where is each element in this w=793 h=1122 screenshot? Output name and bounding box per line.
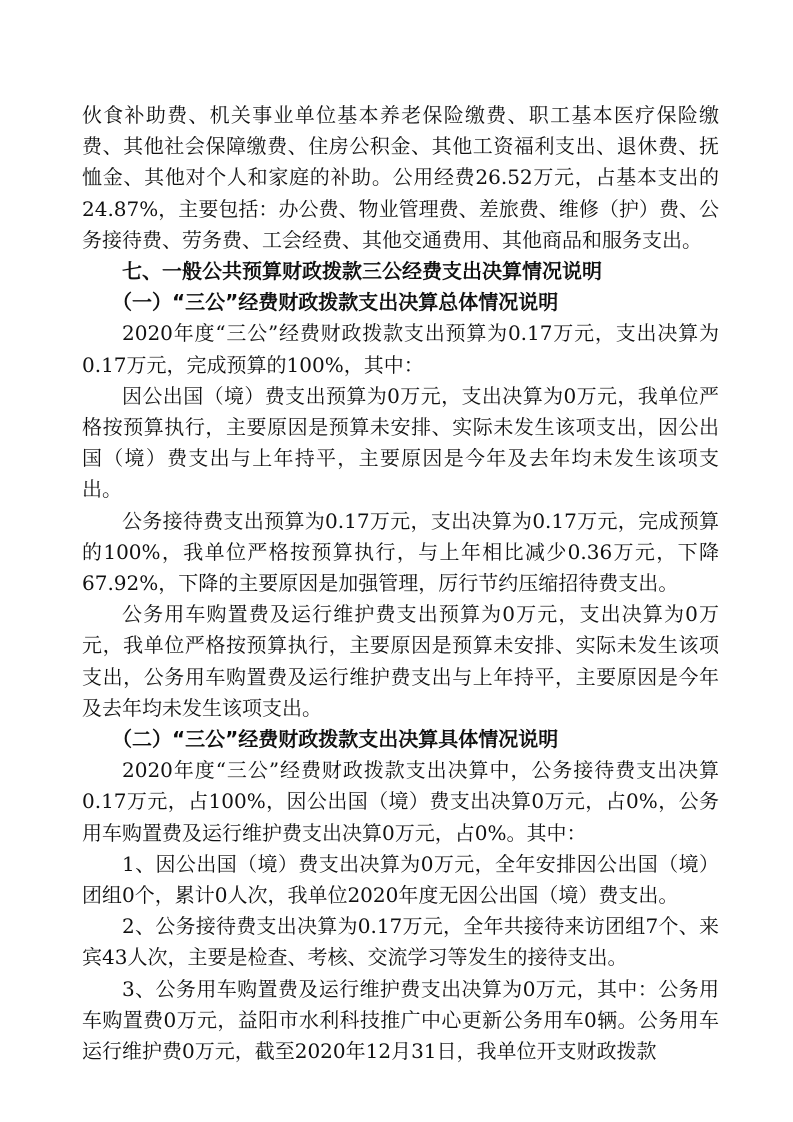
paragraph-specific-summary: 2020年度“三公”经费财政拨款支出决算中，公务接待费支出决算0.17万元，占100%，因公出国（境）费支出决算0万元，占0%，公务用车购置费及运行维护费支出决算0万元，占0%。其中： <box>82 758 719 845</box>
section-heading-seven: 七、一般公共预算财政拨款三公经费支出决算情况说明 <box>122 259 602 284</box>
subheading-specific: （二）“三公”经费财政拨款支出决算具体情况说明 <box>112 727 559 752</box>
paragraph-item-1-overseas: 1、因公出国（境）费支出决算为0万元，全年安排因公出国（境）团组0个，累计0人次，我单位2020年度无因公出国（境）费支出。 <box>82 851 719 908</box>
subheading-overall: （一）“三公”经费财政拨款支出决算总体情况说明 <box>112 290 559 315</box>
paragraph-overall-budget: 2020年度“三公”经费财政拨款支出预算为0.17万元，支出决算为0.17万元，完成预算的100%，其中： <box>82 321 719 377</box>
paragraph-overseas-travel: 因公出国（境）费支出预算为0万元，支出决算为0万元，我单位严格按预算执行，主要原因是预算未安排、实际未发生该项支出，因公出国（境）费支出与上年持平，主要原因是今年及去年均未发生该项支出。 <box>82 383 719 502</box>
paragraph-vehicle: 公务用车购置费及运行维护费支出预算为0万元，支出决算为0万元，我单位严格按预算执行，主要原因是预算未安排、实际未发生该项支出，公务用车购置费及运行维护费支出与上年持平，主要原因是今年及去年均未发生该项支出。 <box>82 602 719 720</box>
paragraph-staff-public-expenses: 伙食补助费、机关事业单位基本养老保险缴费、职工基本医疗保险缴费、其他社会保障缴费、住房公积金、其他工资福利支出、退休费、抚恤金、其他对个人和家庭的补助。公用经费26.52万元，占基本支出的24.87%，主要包括：办公费、物业管理费、差旅费、维修（护）费、公务接待费、劳务费、工会经费、其他交通费用、其他商品和服务支出。 <box>82 103 719 252</box>
paragraph-item-2-reception: 2、公务接待费支出决算为0.17万元，全年共接待来访团组7个、来宾43人次，主要是检查、考核、交流学习等发生的接待支出。 <box>82 914 719 970</box>
paragraph-item-3-vehicle: 3、公务用车购置费及运行维护费支出决算为0万元，其中：公务用车购置费0万元，益阳市水利科技推广中心更新公务用车0辆。公务用车运行维护费0万元，截至2020年12月31日，我单位开支财政拨款 <box>82 976 719 1064</box>
paragraph-reception: 公务接待费支出预算为0.17万元，支出决算为0.17万元，完成预算的100%，我单位严格按预算执行，与上年相比减少0.36万元，下降67.92%，下降的主要原因是加强管理，厉行节约压缩招待费支出。 <box>82 508 719 596</box>
